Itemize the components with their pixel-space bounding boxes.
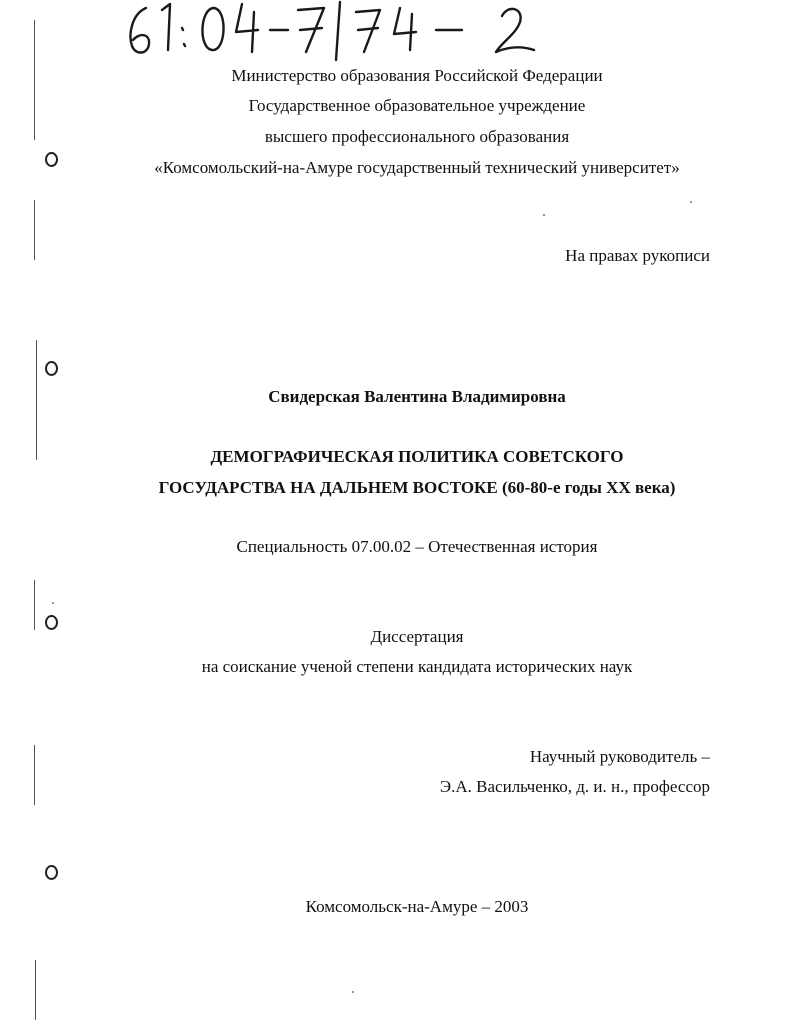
scan-speck: [690, 201, 692, 203]
ministry-line: Министерство образования Российской Федерации: [231, 66, 603, 85]
scan-speck: [352, 991, 354, 993]
dissertation-title-line-2: ГОСУДАРСТВА НА ДАЛЬНЕМ ВОСТОКЕ (60-80-е годы XX века): [158, 478, 676, 497]
binding-edge-line: [34, 745, 35, 805]
binding-edge-line: [34, 580, 35, 630]
specialty-line: Специальность 07.00.02 – Отечественная история: [236, 537, 598, 556]
degree-line: на соискание ученой степени кандидата исторических наук: [201, 657, 633, 676]
punch-hole-mark: [45, 865, 58, 880]
dissertation-title-line-1: ДЕМОГРАФИЧЕСКАЯ ПОЛИТИКА СОВЕТСКОГО: [210, 447, 624, 466]
binding-edge-line: [35, 960, 36, 1020]
punch-hole-mark: [45, 361, 58, 376]
supervisor-name: Э.А. Васильченко, д. и. н., профессор: [439, 777, 710, 796]
work-type-line: Диссертация: [370, 627, 464, 646]
binding-edge-line: [34, 200, 35, 260]
scan-speck: [52, 602, 54, 604]
author-name: Свидерская Валентина Владимировна: [268, 387, 566, 406]
supervisor-label: Научный руководитель –: [529, 747, 710, 766]
place-year-line: Комсомольск-на-Амуре – 2003: [305, 897, 529, 916]
manuscript-rights-note: На правах рукописи: [565, 246, 710, 265]
university-name-line: «Комсомольский-на-Амуре государственный технический университет»: [154, 158, 680, 177]
institution-type-line: Государственное образовательное учреждение: [248, 96, 586, 115]
scan-speck: [543, 214, 545, 216]
handwritten-archive-code: [118, 0, 548, 62]
education-level-line: высшего профессионального образования: [264, 127, 570, 146]
